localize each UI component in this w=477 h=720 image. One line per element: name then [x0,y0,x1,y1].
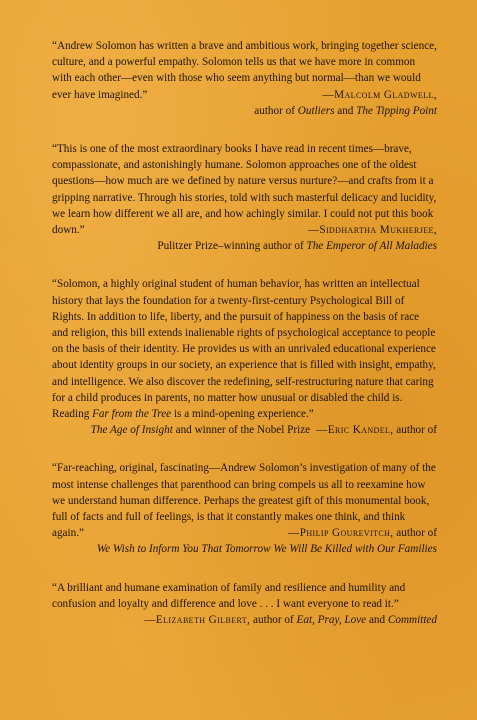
credit-work: Committed [387,614,437,627]
credit-work: The Age of Insight [90,424,173,437]
blurb-quote [52,38,437,103]
blurb-author: —Philip Gourevitch, [288,527,394,540]
quote-text: is a mind-opening experience.” [171,408,314,421]
author-suffix: author of [393,424,437,437]
blurb-credit [52,103,437,119]
credit-work: We Wish to Inform You That Tomorrow We Will Be Killed with Our Families [96,543,437,556]
blurb-author-line [316,422,437,438]
blurb-credit [52,612,437,628]
quote-text: “A brilliant and humane examination of family and resilience and humility and confusion and loyalty and difference and love . . . I want everyone to read it.” [52,581,406,610]
blurb-author: —Malcolm Gladwell, [322,88,437,101]
credit-joiner: and [368,614,386,627]
blurb-quote [52,141,437,238]
credit-prefix: author of [254,104,295,117]
blurb-quote [52,580,437,612]
quote-text: “This is one of the most extraordinary books I have read in recent times—brave, compassionate, and astonishingly humane. Solomon approaches one of the oldest questions—how much are we defined by nature versus nurture?—and crafts from it a gripping narrative. Through his stories, told with such masterful delicacy and lucidity, we learn how different we all are, and how achingly similar. I could not put this book down.” [52,143,437,237]
credit-work: Eat, Pray, Love [296,614,367,627]
blurb-author: —Eric Kandel, [316,424,394,437]
blurb-credit [52,541,437,557]
author-suffix: author of [393,527,437,540]
blurb-gilbert [52,580,437,629]
blurb-author-line [288,525,437,541]
blurb-quote [52,460,437,541]
blurb-author: —Siddhartha Mukherjee, [307,224,437,237]
quote-text: “Andrew Solomon has written a brave and ambitious work, bringing together science, culture, and a powerful empathy. Solomon tells us that we have more in common with each other—even with those who seem anything but normal—than we would ever have imagined.” [52,40,437,101]
quote-text: “Far-reaching, original, fascinating—Andrew Solomon’s investigation of many of the most intense challenges that parenthood can bring compels us all to reexamine how we understand human difference. Perhaps the greatest gift of this monumental book, full of facts and full of feelings, is that it constantly makes one think, and think again.” [52,462,436,540]
blurb-gladwell [52,38,437,119]
blurb-kandel [52,276,437,438]
credit-prefix: author of [250,614,294,627]
credit-prefix: Pulitzer Prize–winning author of [157,240,304,253]
credit-work: The Tipping Point [356,104,437,117]
blurb-credit [52,238,437,254]
credit-work: Outliers [297,104,335,117]
book-title: Far from the Tree [92,408,172,421]
credit-work: The Emperor of All Maladies [306,240,437,253]
blurb-mukherjee [52,141,437,254]
credit-joiner: and [337,104,354,117]
credit-suffix: and winner of the Nobel Prize [172,424,311,437]
quote-text: “Solomon, a highly original student of human behavior, has written an intellectual history that lays the foundation for a twenty-first-century Psychological Bill of Rights. In addition to life, liberty, and the pursuit of happiness on the basis of race and religion, this bill extends inalienable rights of psychological acceptance to people on the basis of their identity. He provides us with an unrivaled educational experience about identity groups in our society, an experience that is filled with insight, empathy, and intelligence. We also discover the redefining, self-restructuring nature that caring for a child produces in parents, no matter how unusual or disabled the child is. Reading [52,278,436,421]
blurb-author: —Elizabeth Gilbert, [144,614,251,627]
blurb-gourevitch [52,460,437,557]
